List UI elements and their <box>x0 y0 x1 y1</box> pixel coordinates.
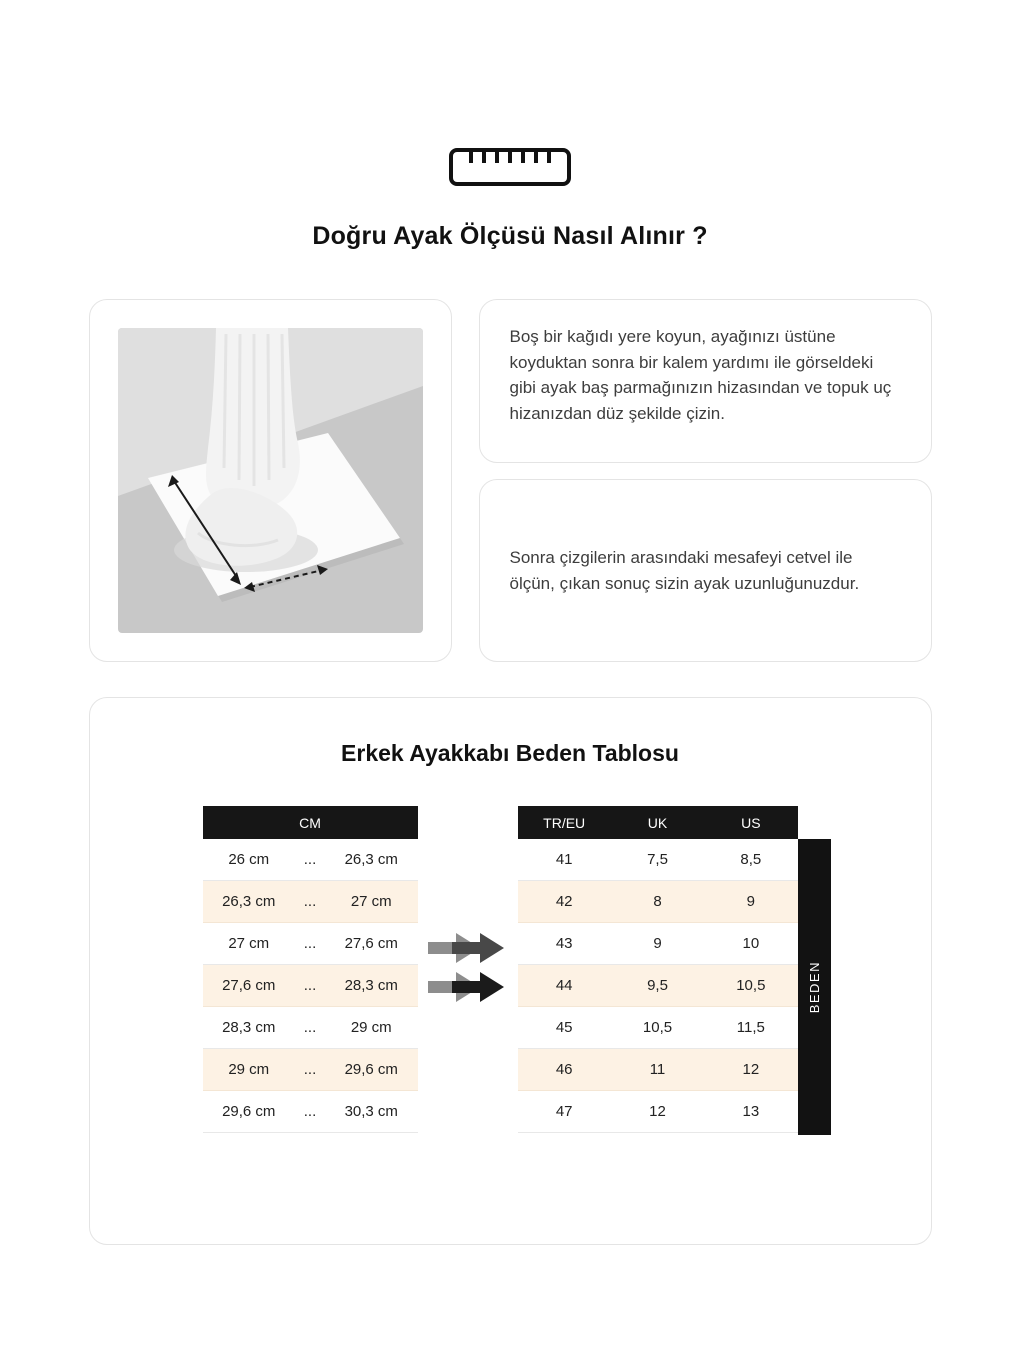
cm-min: 26,3 cm <box>222 893 276 910</box>
size-tr-eu: 42 <box>555 893 573 910</box>
cm-min: 27 cm <box>228 935 270 952</box>
beden-bar <box>798 839 831 1135</box>
intl-table-header <box>518 806 798 839</box>
size-chart-title: Erkek Ayakkabı Beden Tablosu <box>341 740 679 766</box>
size-us: 9 <box>746 893 755 910</box>
table-row <box>518 1049 798 1091</box>
size-tr-eu: 44 <box>555 977 573 994</box>
range-separator: ... <box>303 1103 317 1120</box>
table-row <box>518 839 798 881</box>
range-separator: ... <box>303 1061 317 1078</box>
instruction-step-2: Sonra çizgilerin arasındaki mesafeyi cetvel ile ölçün, çıkan sonuç sizin ayak uzunluğunuzdur. <box>509 548 860 593</box>
size-us: 11,5 <box>736 1019 765 1036</box>
size-chart-card <box>89 697 932 1245</box>
ruler-icon <box>449 148 571 186</box>
table-row <box>203 1049 418 1091</box>
foot-photo-card <box>89 299 452 662</box>
table-row <box>203 1091 418 1133</box>
size-us: 13 <box>742 1103 760 1120</box>
table-row <box>203 881 418 923</box>
cm-min: 29 cm <box>228 1061 270 1078</box>
cm-min: 27,6 cm <box>222 977 276 994</box>
cm-max: 29,6 cm <box>344 1061 398 1078</box>
table-row <box>203 1007 418 1049</box>
cm-max: 30,3 cm <box>344 1103 398 1120</box>
size-uk: 9,5 <box>647 977 668 994</box>
foot-measurement-photo <box>118 328 423 633</box>
size-us: 10,5 <box>736 977 766 994</box>
size-tr-eu: 43 <box>555 935 573 952</box>
table-row <box>518 923 798 965</box>
size-uk: 7,5 <box>647 851 668 868</box>
range-separator: ... <box>303 851 317 868</box>
size-uk: 9 <box>653 935 662 952</box>
ruler-icon-wrap <box>0 0 1020 186</box>
table-row <box>518 881 798 923</box>
size-tr-eu: 46 <box>555 1061 573 1078</box>
conversion-arrows <box>428 930 506 1002</box>
cm-max: 27 cm <box>350 893 392 910</box>
instruction-cards <box>479 299 932 662</box>
cm-max: 28,3 cm <box>344 977 398 994</box>
size-uk: 10,5 <box>642 1019 673 1036</box>
cm-min: 28,3 cm <box>222 1019 276 1036</box>
size-us: 10 <box>742 935 760 952</box>
double-arrow-icon <box>428 930 506 1002</box>
cm-table-header: CM <box>203 806 418 839</box>
range-separator: ... <box>303 893 317 910</box>
instruction-card-2 <box>479 479 932 662</box>
size-us: 12 <box>742 1061 760 1078</box>
intl-size-table <box>518 806 798 1133</box>
cm-max: 26,3 cm <box>344 851 398 868</box>
col-header-tr-eu: TR/EU <box>543 814 586 831</box>
table-row <box>203 965 418 1007</box>
cm-table <box>203 806 418 1133</box>
col-header-us: US <box>741 814 761 831</box>
table-row <box>203 839 418 881</box>
table-row <box>518 965 798 1007</box>
page-title: Doğru Ayak Ölçüsü Nasıl Alınır ? <box>312 222 708 250</box>
cm-max: 29 cm <box>350 1019 392 1036</box>
measurement-section <box>89 299 932 662</box>
cm-min: 26 cm <box>228 851 270 868</box>
table-row <box>518 1007 798 1049</box>
cm-min: 29,6 cm <box>222 1103 276 1120</box>
size-uk: 8 <box>653 893 662 910</box>
size-us: 8,5 <box>740 851 762 868</box>
range-separator: ... <box>303 935 317 952</box>
instruction-card-1 <box>479 299 932 463</box>
range-separator: ... <box>303 1019 317 1036</box>
size-tr-eu: 41 <box>555 851 573 868</box>
beden-label: BEDEN <box>806 960 822 1014</box>
table-row <box>203 923 418 965</box>
range-separator: ... <box>303 977 317 994</box>
col-header-uk: UK <box>647 814 668 831</box>
size-tr-eu: 45 <box>555 1019 573 1036</box>
size-tr-eu: 47 <box>555 1103 573 1120</box>
size-uk: 12 <box>649 1103 666 1120</box>
table-row <box>518 1091 798 1133</box>
size-uk: 11 <box>649 1061 666 1078</box>
instruction-step-1: Boş bir kağıdı yere koyun, ayağınızı üstüne koyduktan sonra bir kalem yardımı ile görseldeki gibi ayak baş parmağınızın hizasından ve topuk uç hizanızdan düz şekilde çizin. <box>509 327 892 423</box>
cm-max: 27,6 cm <box>344 935 398 952</box>
